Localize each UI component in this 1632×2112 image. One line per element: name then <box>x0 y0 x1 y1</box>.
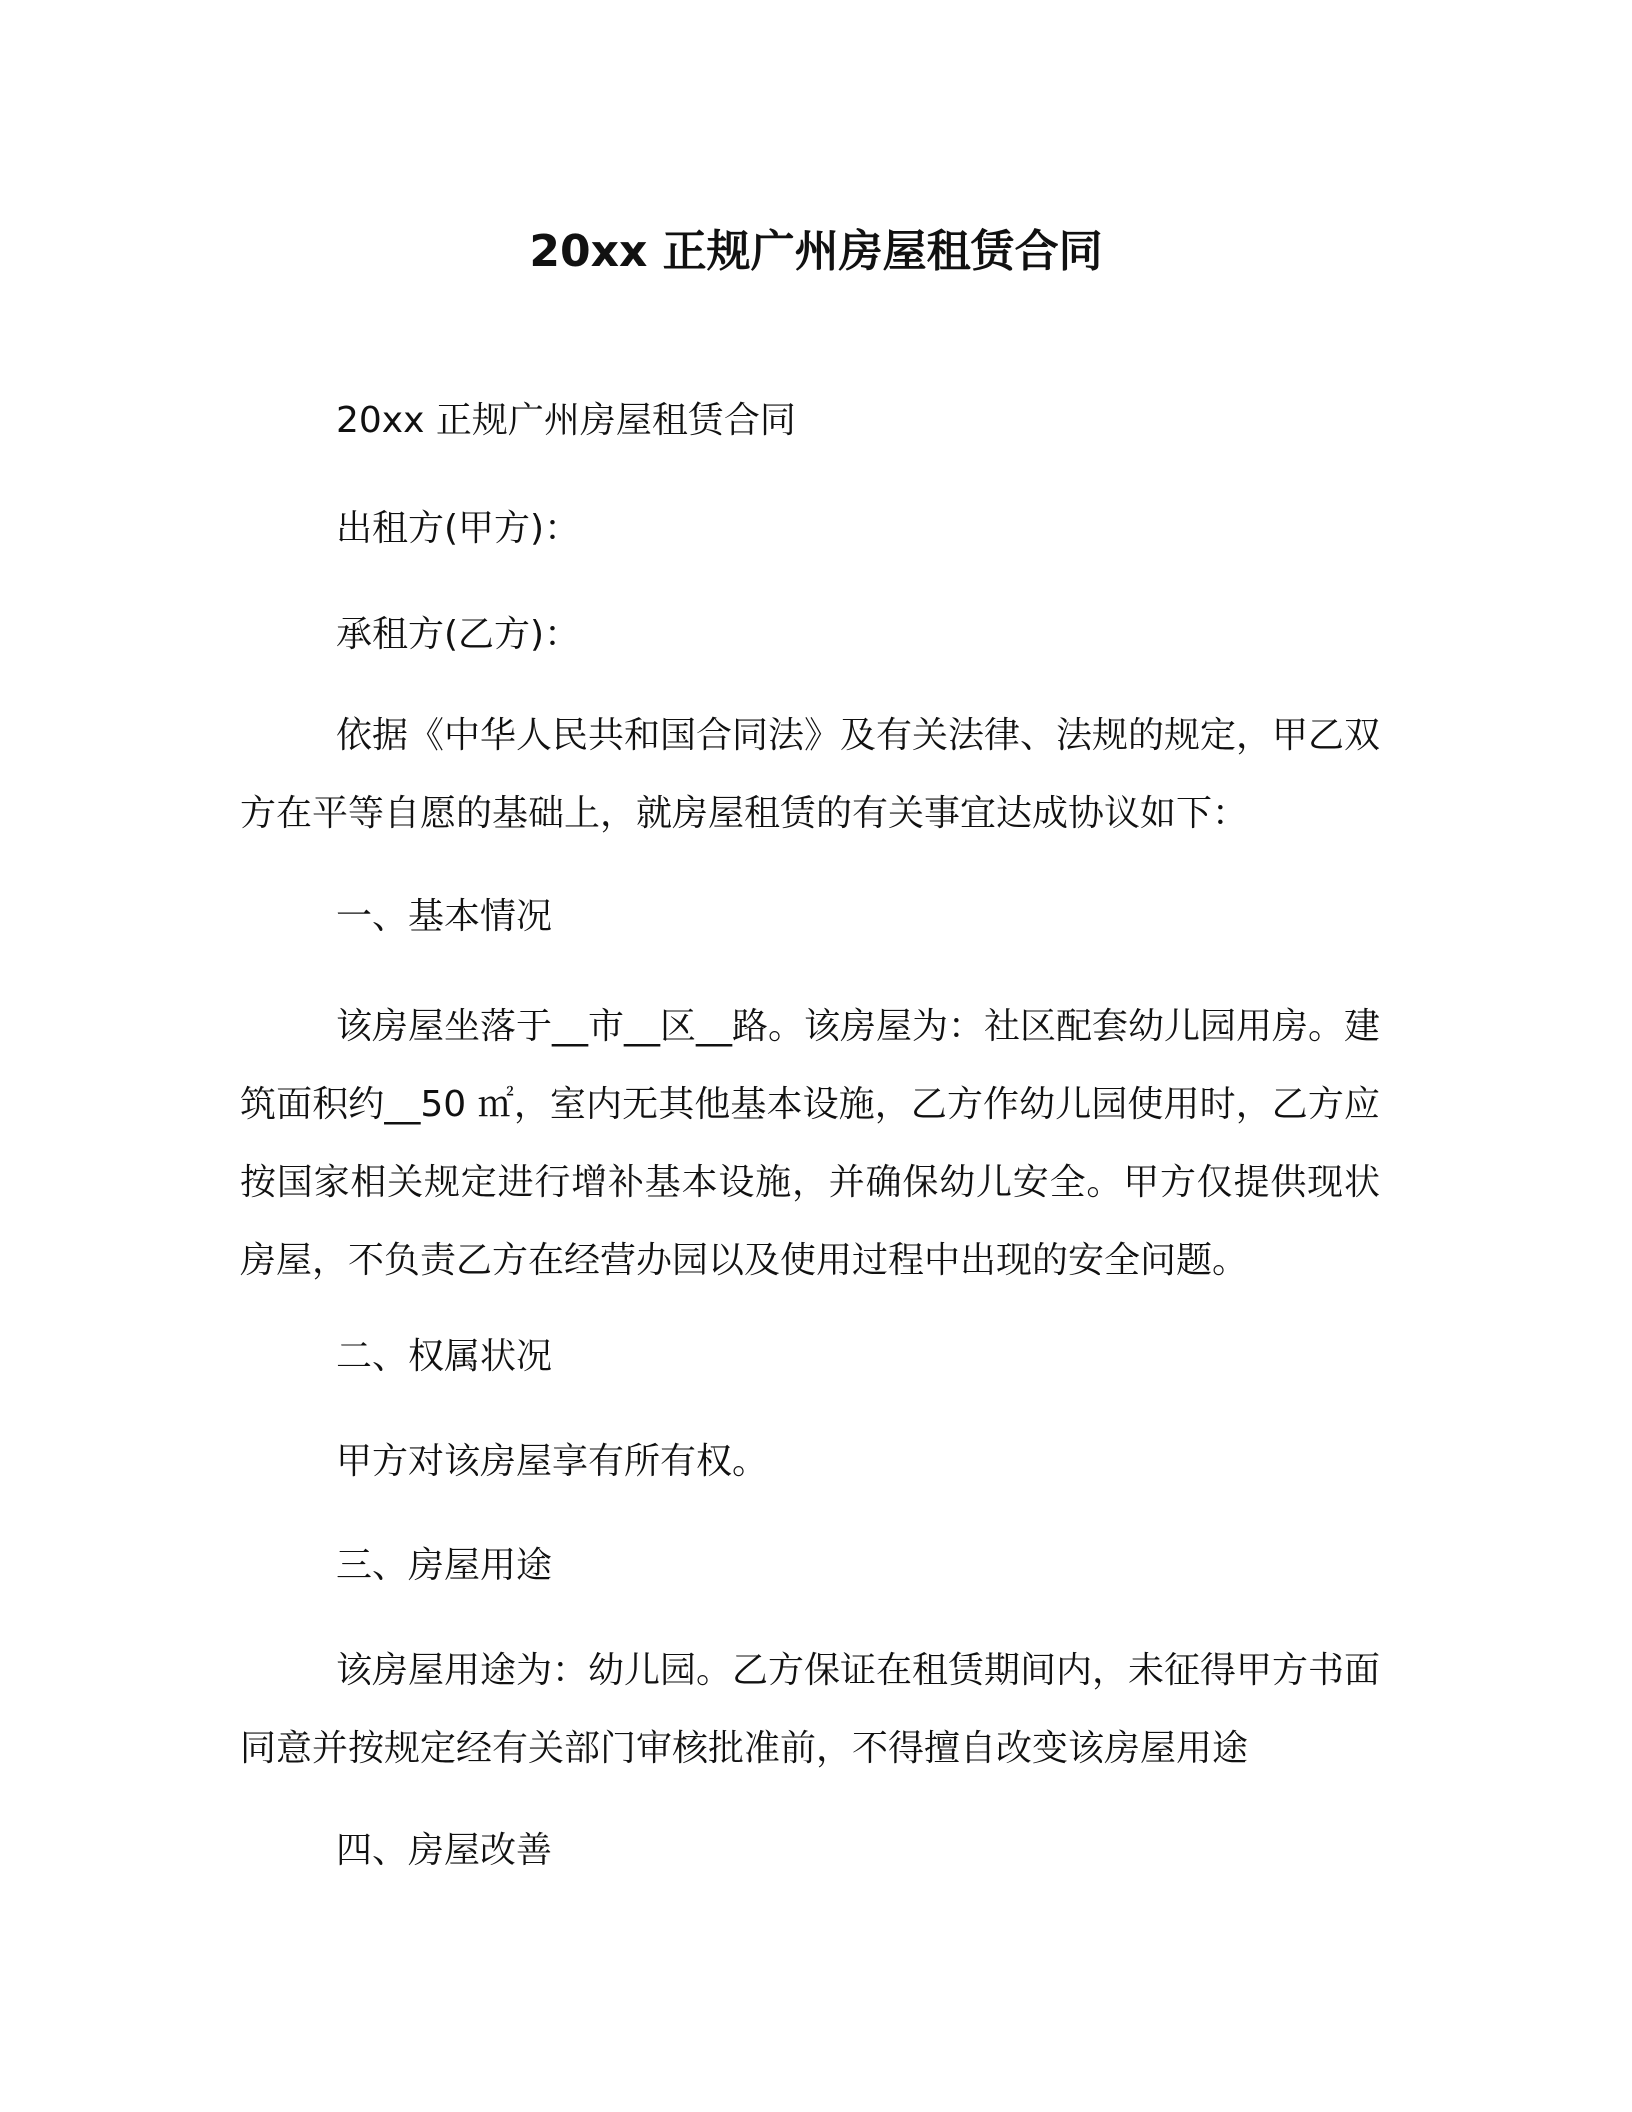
section1-body: 该房屋坐落于__市__区__路。该房屋为：社区配套幼儿园用房。建筑面积约__50 ㎡，室内无其他基本设施，乙方作幼儿园使用时，乙方应按国家相关规定进行增补基本设施，并确保幼儿安全。甲方仅提供现状房屋，不负责乙方在经营办园以及使用过程中出现的安全问题。 <box>240 1006 1381 1281</box>
section4-heading: 四、房屋改善 <box>336 1830 553 1871</box>
title-repeat-paragraph: 20xx 正规广州房屋租赁合同 <box>336 400 796 441</box>
section2-heading: 二、权属状况 <box>336 1336 553 1377</box>
document-title: 20xx 正规广州房屋租赁合同 <box>529 226 1103 277</box>
intro-paragraph: 依据《中华人民共和国合同法》及有关法律、法规的规定，甲乙双方在平等自愿的基础上，就房屋租赁的有关事宜达成协议如下： <box>240 715 1381 834</box>
section3-body: 该房屋用途为：幼儿园。乙方保证在租赁期间内，未征得甲方书面同意并按规定经有关部门审核批准前，不得擅自改变该房屋用途 <box>240 1650 1381 1769</box>
lessee-line: 承租方(乙方)： <box>336 614 581 655</box>
lessor-line: 出租方(甲方)： <box>336 508 581 549</box>
section3-heading: 三、房屋用途 <box>336 1545 553 1586</box>
section1-heading: 一、基本情况 <box>336 896 553 937</box>
section2-body: 甲方对该房屋享有所有权。 <box>336 1441 769 1482</box>
